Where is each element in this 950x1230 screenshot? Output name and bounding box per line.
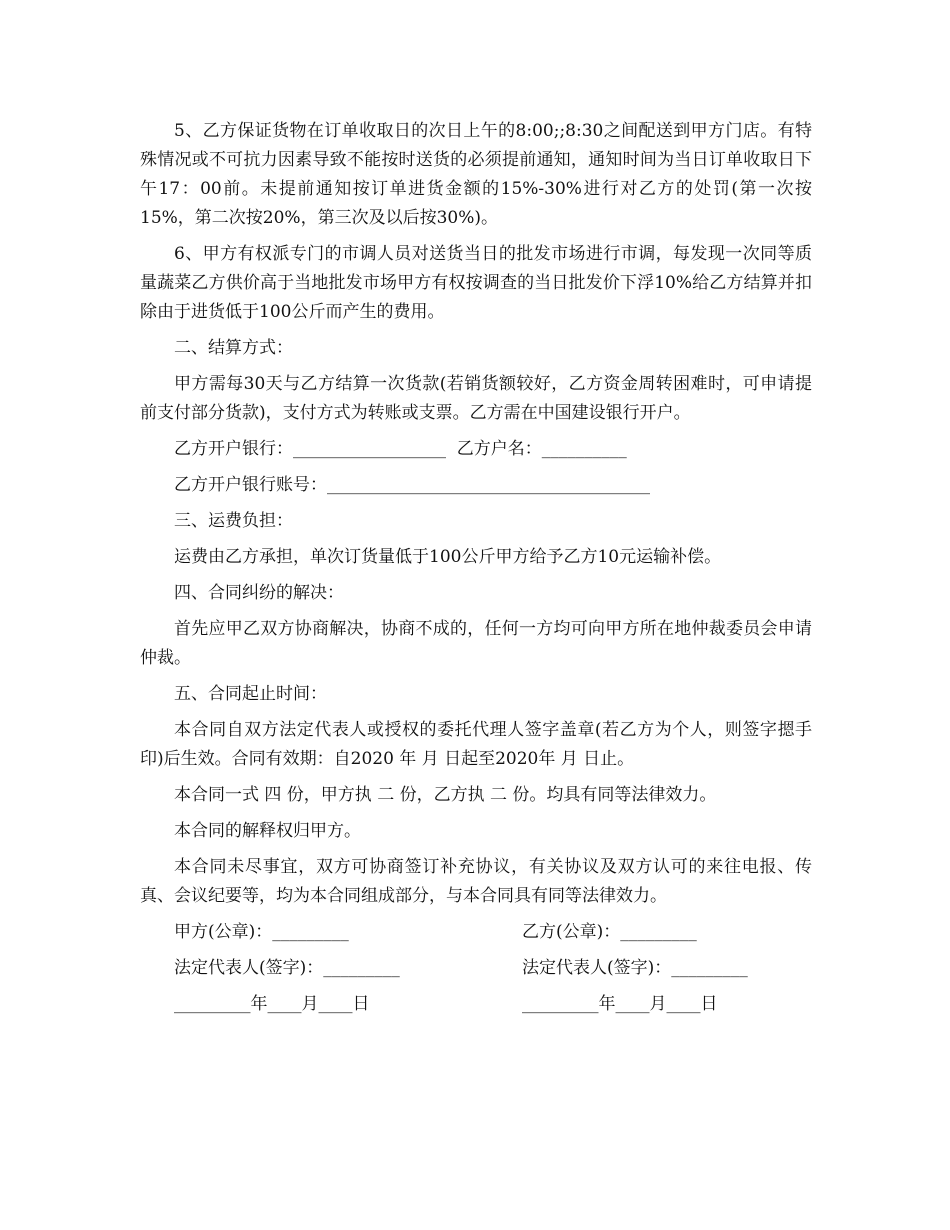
- party-b-seal-field: 乙方(公章)：_________: [522, 922, 697, 942]
- signature-rep-row: [140, 954, 812, 983]
- party-a-seal-field: 甲方(公章)：_________: [174, 922, 349, 942]
- section-4-title: 四、合同纠纷的解决：: [174, 583, 344, 603]
- contract-body: [140, 117, 812, 1019]
- section-3-title: 三、运费负担：: [174, 511, 293, 531]
- bank-info-line: 乙方开户银行：__________________ 乙方户名：__________: [174, 439, 627, 459]
- signature-date-row: [140, 990, 812, 1019]
- section-5-body: 本合同自双方法定代表人或授权的委托代理人签字盖章(若乙方为个人，则签字摁手印)后生效。合同有效期：自2020 年 月 日起至2020年 月 日止。: [140, 720, 812, 769]
- party-a-date-field: _________年____月____日: [174, 994, 370, 1014]
- signature-seal-row: [140, 918, 812, 947]
- interpretation-clause: 本合同的解释权归甲方。: [174, 821, 361, 841]
- party-a-representative-field: 法定代表人(签字)：_________: [174, 958, 400, 978]
- party-b-date-field: _________年____月____日: [522, 994, 718, 1014]
- clause-6: 6、甲方有权派专门的市调人员对送货当日的批发市场进行市调，每发现一次同等质量蔬菜乙方供价高于当地批发市场甲方有权按调查的当日批发价下浮10%给乙方结算并扣除由于进货低于100公斤而产生的费用。: [140, 244, 812, 322]
- supplement-clause: 本合同未尽事宜，双方可协商签订补充协议，有关协议及双方认可的来往电报、传真、会议纪要等，均为本合同组成部分，与本合同具有同等法律效力。: [140, 857, 812, 906]
- section-2-title: 二、结算方式：: [174, 338, 293, 358]
- section-5-title: 五、合同起止时间：: [174, 684, 327, 704]
- section-4-body: 首先应甲乙双方协商解决，协商不成的，任何一方均可向甲方所在地仲裁委员会申请仲裁。: [140, 619, 812, 668]
- clause-5: 5、乙方保证货物在订单收取日的次日上午的8:00;;8:30之间配送到甲方门店。有特殊情况或不可抗力因素导致不能按时送货的必须提前通知，通知时间为当日订单收取日下午17：00前。未提前通知按订单进货金额的15%-30%进行对乙方的处罚(第一次按15%，第二次按20%，第三次及以后按30%)。: [140, 121, 812, 228]
- account-number-line: 乙方开户银行账号：______________________________________: [174, 475, 650, 495]
- section-3-body: 运费由乙方承担，单次订货量低于100公斤甲方给予乙方10元运输补偿。: [174, 547, 722, 567]
- section-2-body: 甲方需每30天与乙方结算一次货款(若销货额较好，乙方资金周转困难时，可申请提前支付部分货款)，支付方式为转账或支票。乙方需在中国建设银行开户。: [140, 374, 812, 423]
- copies-clause: 本合同一式 四 份，甲方执 二 份，乙方执 二 份。均具有同等法律效力。: [174, 785, 717, 805]
- party-b-representative-field: 法定代表人(签字)：_________: [522, 958, 748, 978]
